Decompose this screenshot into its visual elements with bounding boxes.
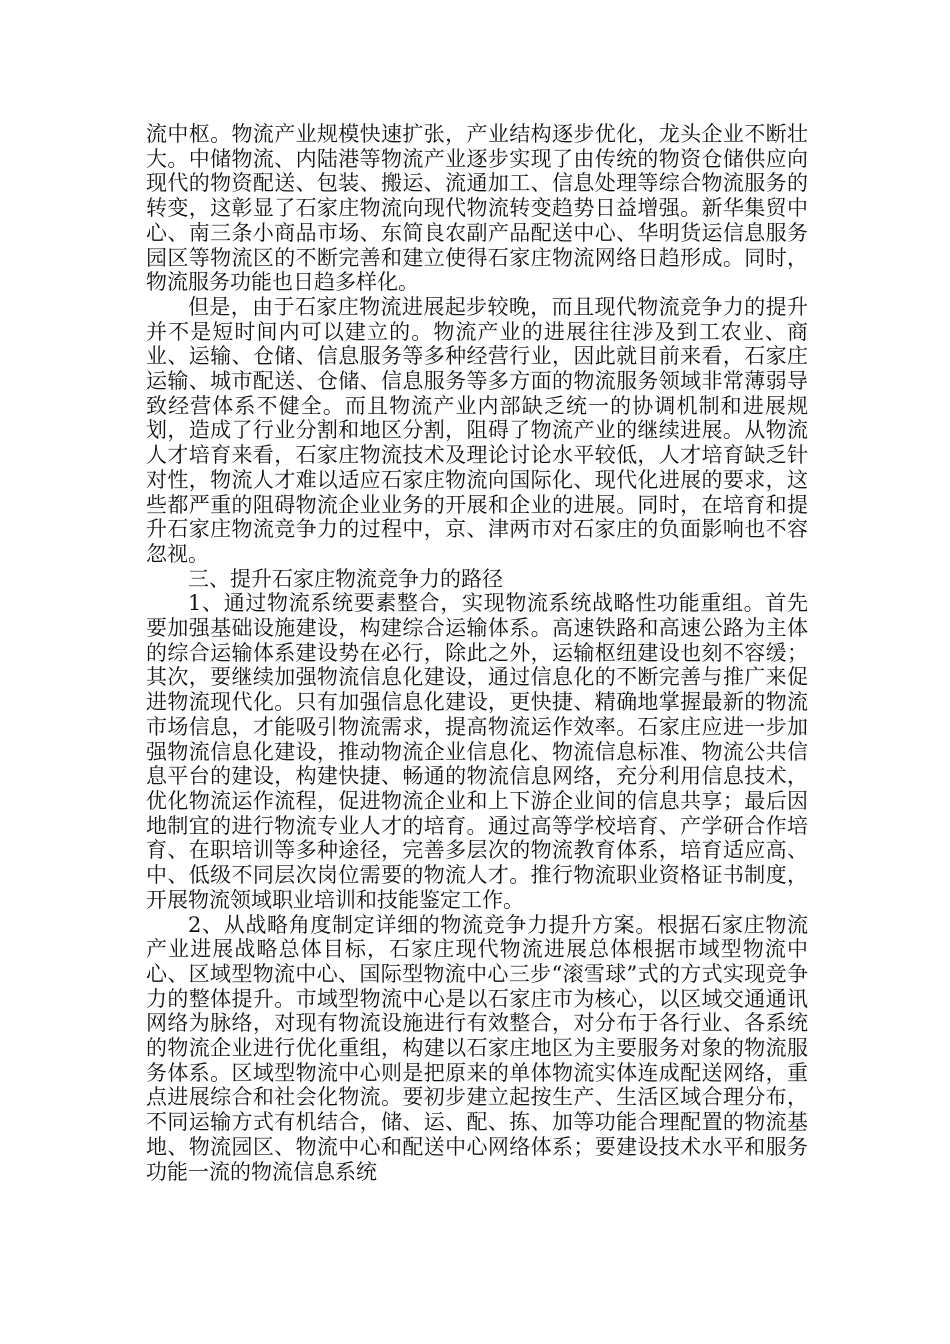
- paragraph-strategic-plan: 2、从战略角度制定详细的物流竞争力提升方案。根据石家庄物流产业进展战略总体目标，石家庄现代物流进展总体根据市域型物流中心、区域型物流中心、国际型物流中心三步“滚雪球”式的方式实现竞争力的整体提升。市域型物流中心是以石家庄市为核心，以区域交通通讯网络为脉络，对现有物流设施进行有效整合，对分布于各行业、各系统的物流企业进行优化重组，构建以石家庄地区为主要服务对象的物流服务体系。区域型物流中心则是把原来的单体物流实体连成配送网络，重点进展综合和社会化物流。要初步建立起按生产、生活区域合理分布，不同运输方式有机结合，储、运、配、拣、加等功能合理配置的物流基地、物流园区、物流中心和配送中心网络体系；要建设技术水平和服务功能一流的物流信息系统: [146, 912, 808, 1184]
- paragraph-challenges: 但是，由于石家庄物流进展起步较晚，而且现代物流竞争力的提升并不是短时间内可以建立的。物流产业的进展往往涉及到工农业、商业、运输、仓储、信息服务等多种经营行业，因此就目前来看，石家庄运输、城市配送、仓储、信息服务等多方面的物流服务领域非常薄弱导致经营体系不健全。而且物流产业内部缺乏统一的协调机制和进展规划，造成了行业分割和地区分割，阻碍了物流产业的继续进展。从物流人才培育来看，石家庄物流技术及理论讨论水平较低，人才培育缺乏针对性，物流人才难以适应石家庄物流向国际化、现代化进展的要求，这些都严重的阻碍物流企业业务的开展和企业的进展。同时，在培育和提升石家庄物流竞争力的过程中，京、津两市对石家庄的负面影响也不容忽视。: [146, 294, 808, 566]
- paragraph-logistics-hub: 流中枢。物流产业规模快速扩张，产业结构逐步优化，龙头企业不断壮大。中储物流、内陆港等物流产业逐步实现了由传统的物资仓储供应向现代的物资配送、包装、搬运、流通加工、信息处理等综合物流服务的转变，这彰显了石家庄物流向现代物流转变趋势日益增强。新华集贸中心、南三条小商品市场、东简良农副产品配送中心、华明货运信息服务园区等物流区的不断完善和建立使得石家庄物流网络日趋形成。同时，物流服务功能也日趋多样化。: [146, 122, 808, 295]
- document-body: [146, 122, 808, 1184]
- section-heading-paths: 三、提升石家庄物流竞争力的路径: [188, 566, 503, 591]
- paragraph-system-integration: 1、通过物流系统要素整合，实现物流系统战略性功能重组。首先要加强基础设施建设，构建综合运输体系。高速铁路和高速公路为主体的综合运输体系建设势在必行，除此之外，运输枢纽建设也刻不容缓；其次，要继续加强物流信息化建设，通过信息化的不断完善与推广来促进物流现代化。只有加强信息化建设，更快捷、精确地掌握最新的物流市场信息，才能吸引物流需求，提高物流运作效率。石家庄应进一步加强物流信息化建设，推动物流企业信息化、物流信息标准、物流公共信息平台的建设，构建快捷、畅通的物流信息网络，充分利用信息技术，优化物流运作流程，促进物流企业和上下游企业间的信息共享；最后因地制宜的进行物流专业人才的培育。通过高等学校培育、产学研合作培育、在职培训等多种途径，完善多层次的物流教育体系，培育适应高、中、低级不同层次岗位需要的物流人才。推行物流职业资格证书制度，开展物流领域职业培训和技能鉴定工作。: [146, 591, 808, 912]
